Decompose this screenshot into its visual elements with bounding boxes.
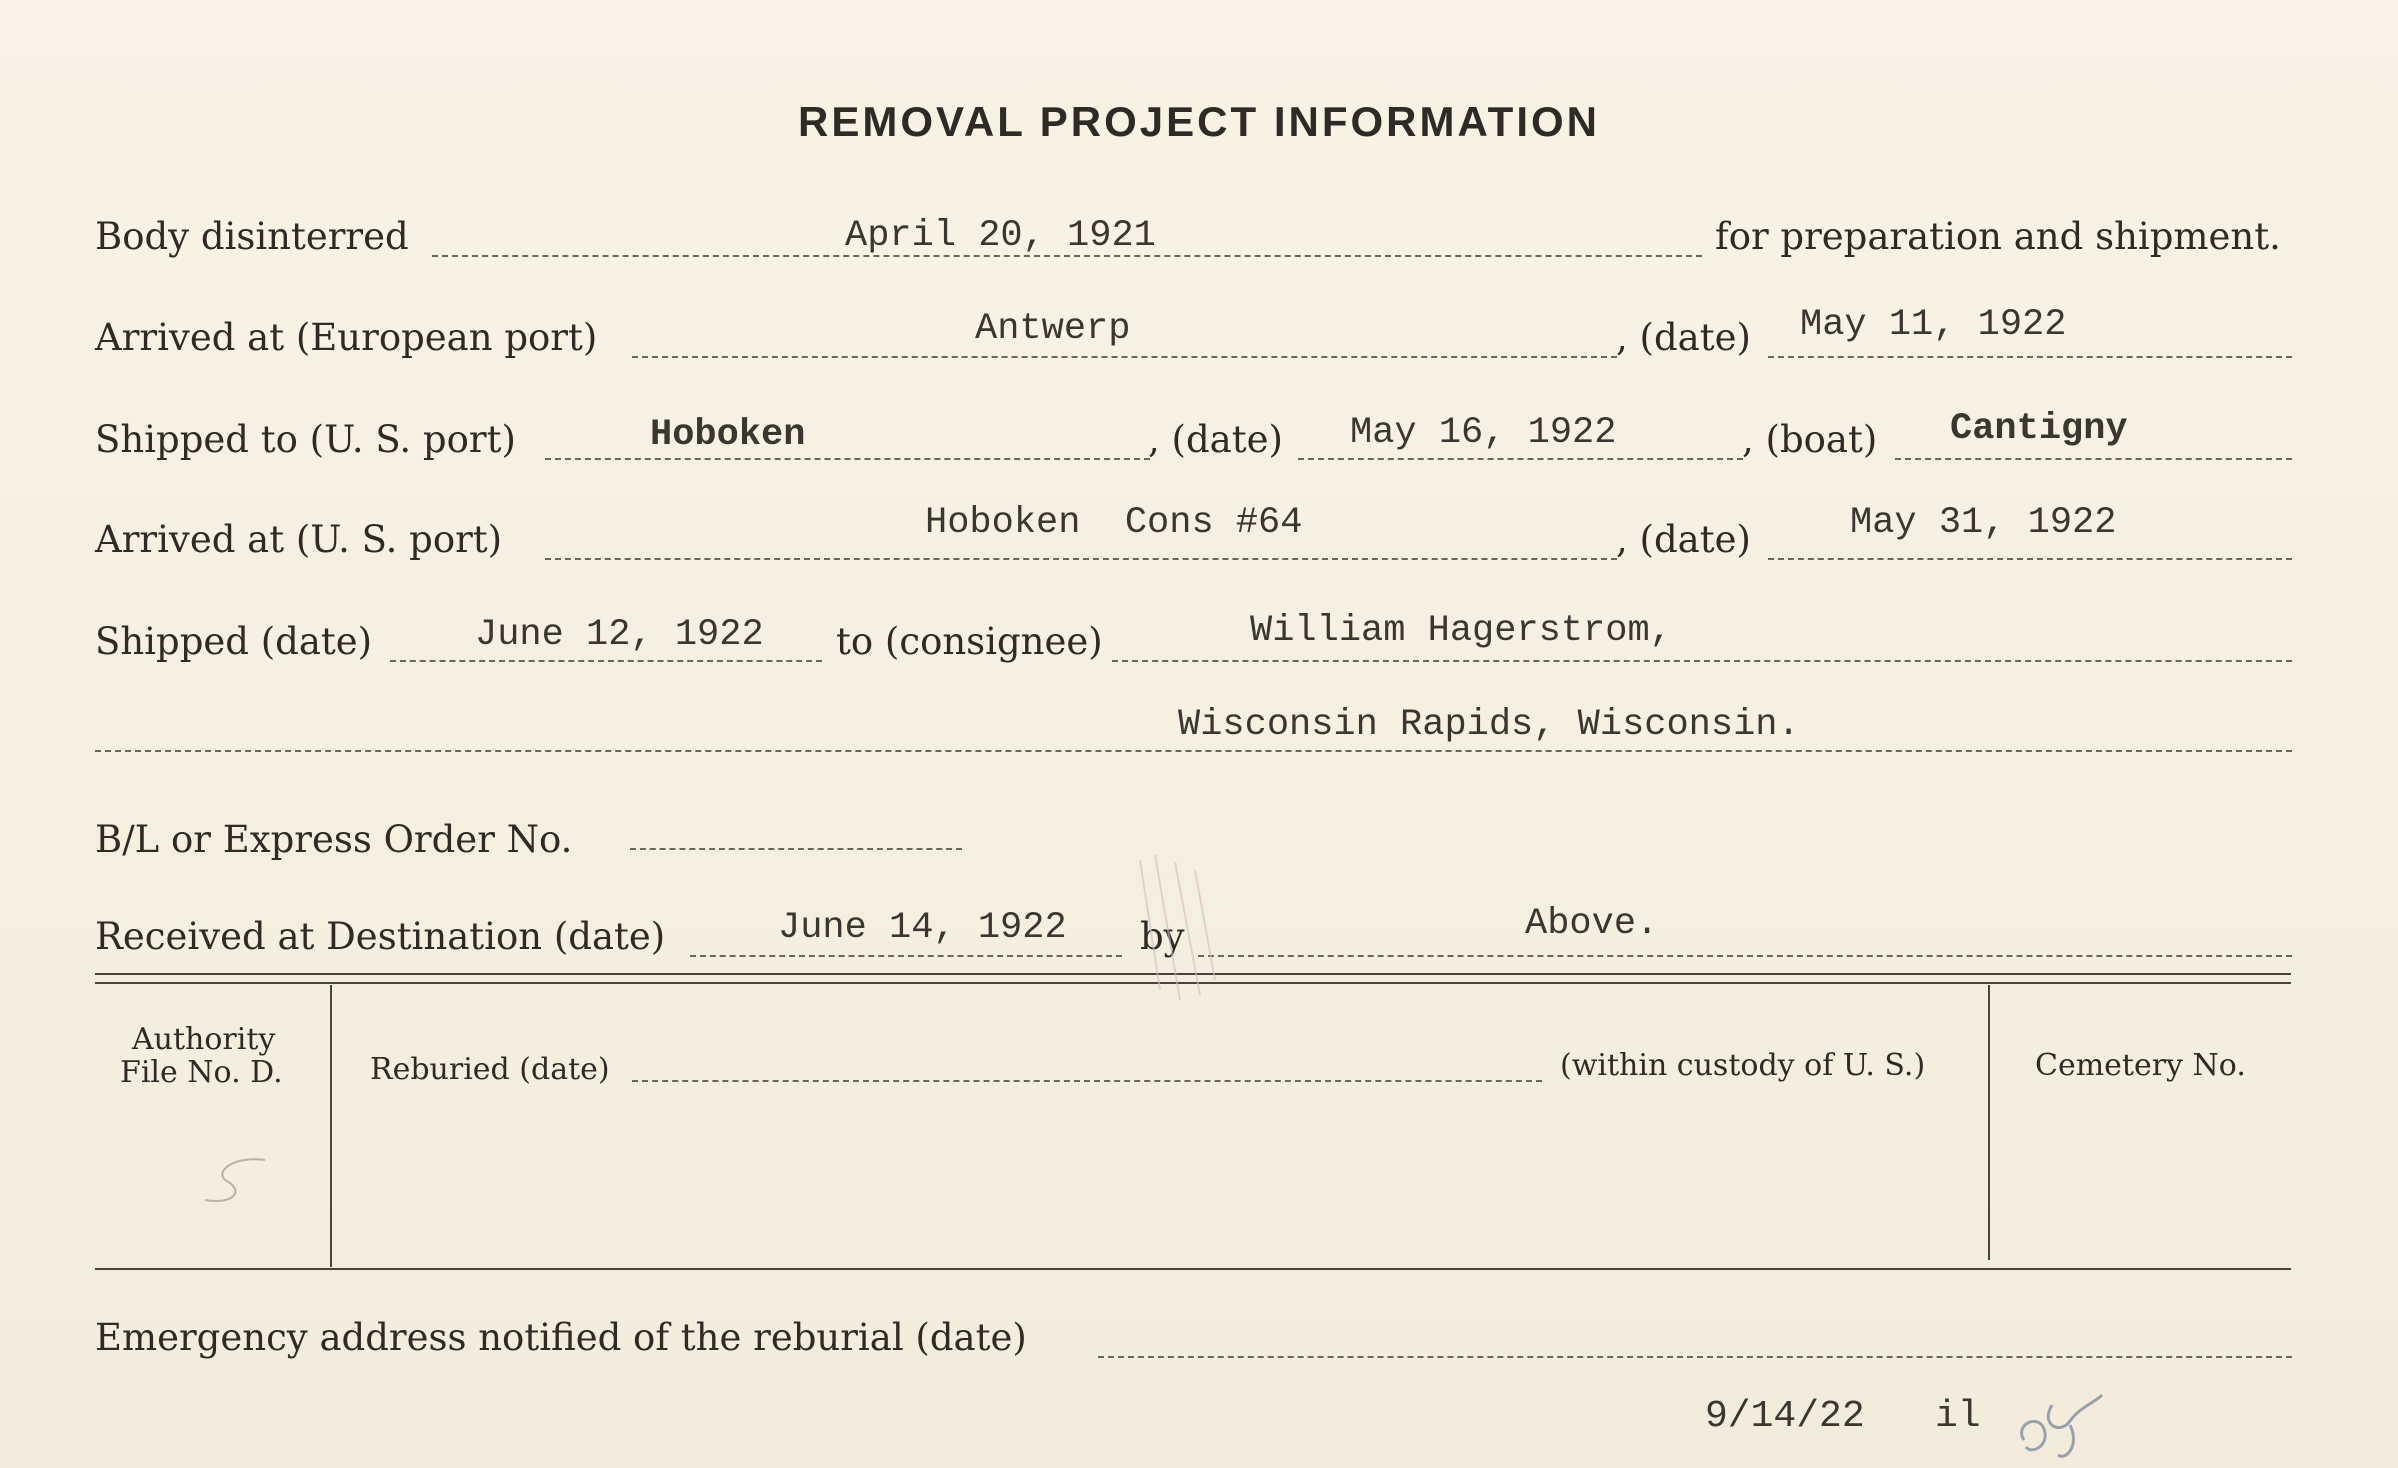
bl-order-label: B/L or Express Order No. — [95, 818, 573, 861]
row-body-disinterred — [0, 215, 2398, 275]
row-shipped-us — [0, 408, 2398, 478]
emergency-label: Emergency address notified of the reburial (date) — [95, 1316, 1027, 1359]
row-shipped — [0, 610, 2398, 680]
page-title: REMOVAL PROJECT INFORMATION — [797, 98, 1600, 145]
received-date: June 14, 1922 — [778, 907, 1067, 949]
arrived-european-date: May 11, 1922 — [1800, 304, 2067, 346]
received-date-line — [690, 955, 1122, 957]
cemetery-label: Cemetery No. — [2035, 1048, 2246, 1083]
shipped-date-line — [390, 660, 822, 662]
arrived-european-date-line — [1768, 356, 2292, 358]
table-divider-right — [1988, 985, 1990, 1260]
arrived-us-label: Arrived at (U. S. port) — [95, 518, 503, 561]
shipped-us-boat-label: , (boat) — [1742, 418, 1878, 461]
consignee-name: William Hagerstrom, — [1250, 610, 1672, 652]
shipped-us-date: May 16, 1922 — [1350, 412, 1617, 454]
table-divider-left — [330, 985, 332, 1267]
authority-line1: Authority — [132, 1022, 276, 1057]
arrived-european-line — [632, 356, 1617, 358]
shipped-us-date-line — [1298, 458, 1743, 460]
custody-label: (within custody of U. S.) — [1560, 1048, 1926, 1083]
row-consignee-address — [0, 704, 2398, 768]
shipped-us-boat-line — [1895, 458, 2292, 460]
arrived-us-date-line — [1768, 558, 2292, 560]
footer-initials: il — [1935, 1395, 1981, 1438]
shipped-us-port: Hoboken — [650, 414, 806, 456]
consignee-address: Wisconsin Rapids, Wisconsin. — [1178, 704, 1800, 746]
body-disinterred-value: April 20, 1921 — [845, 215, 1156, 257]
reburied-line — [632, 1080, 1542, 1082]
row-emergency — [0, 1316, 2398, 1376]
shipped-us-date-label: , (date) — [1148, 418, 1283, 461]
arrived-european-label: Arrived at (European port) — [95, 316, 598, 359]
table-bottom-rule — [95, 1268, 2291, 1270]
body-disinterred-suffix: for preparation and shipment. — [1715, 215, 2281, 258]
shipped-us-port-line — [545, 458, 1150, 460]
shipped-us-label: Shipped to (U. S. port) — [95, 418, 516, 461]
arrived-us-port: Hoboken Cons #64 — [925, 502, 1303, 544]
consignee-label: to (consignee) — [836, 620, 1103, 663]
arrived-us-date: May 31, 1922 — [1850, 502, 2117, 544]
row-arrived-us — [0, 502, 2398, 578]
consignee-address-line — [95, 750, 2292, 752]
arrived-european-port: Antwerp — [975, 308, 1131, 350]
received-by-line — [1198, 955, 2292, 957]
handwritten-initials-mark — [2010, 1385, 2130, 1465]
received-by: Above. — [1525, 903, 1659, 945]
shipped-us-boat: Cantigny — [1950, 408, 2128, 450]
reburied-label: Reburied (date) — [370, 1052, 610, 1087]
faint-stamp-mark — [1120, 850, 1240, 1010]
authority-line2: File No. D. — [120, 1055, 283, 1090]
arrived-us-line — [545, 558, 1617, 560]
arrived-us-date-label: , (date) — [1616, 518, 1751, 561]
arrived-european-date-label: , (date) — [1616, 316, 1751, 359]
faint-pencil-mark — [195, 1150, 285, 1220]
received-by-label: by — [1140, 915, 1185, 958]
body-disinterred-label: Body disinterred — [95, 215, 409, 258]
footer-date: 9/14/22 — [1705, 1395, 1865, 1438]
shipped-date-label: Shipped (date) — [95, 620, 373, 663]
shipped-date: June 12, 1922 — [475, 614, 764, 656]
row-arrived-european — [0, 304, 2398, 376]
bl-order-line — [630, 848, 962, 850]
emergency-line — [1098, 1356, 2292, 1358]
consignee-line — [1112, 660, 2292, 662]
received-label: Received at Destination (date) — [95, 915, 666, 958]
